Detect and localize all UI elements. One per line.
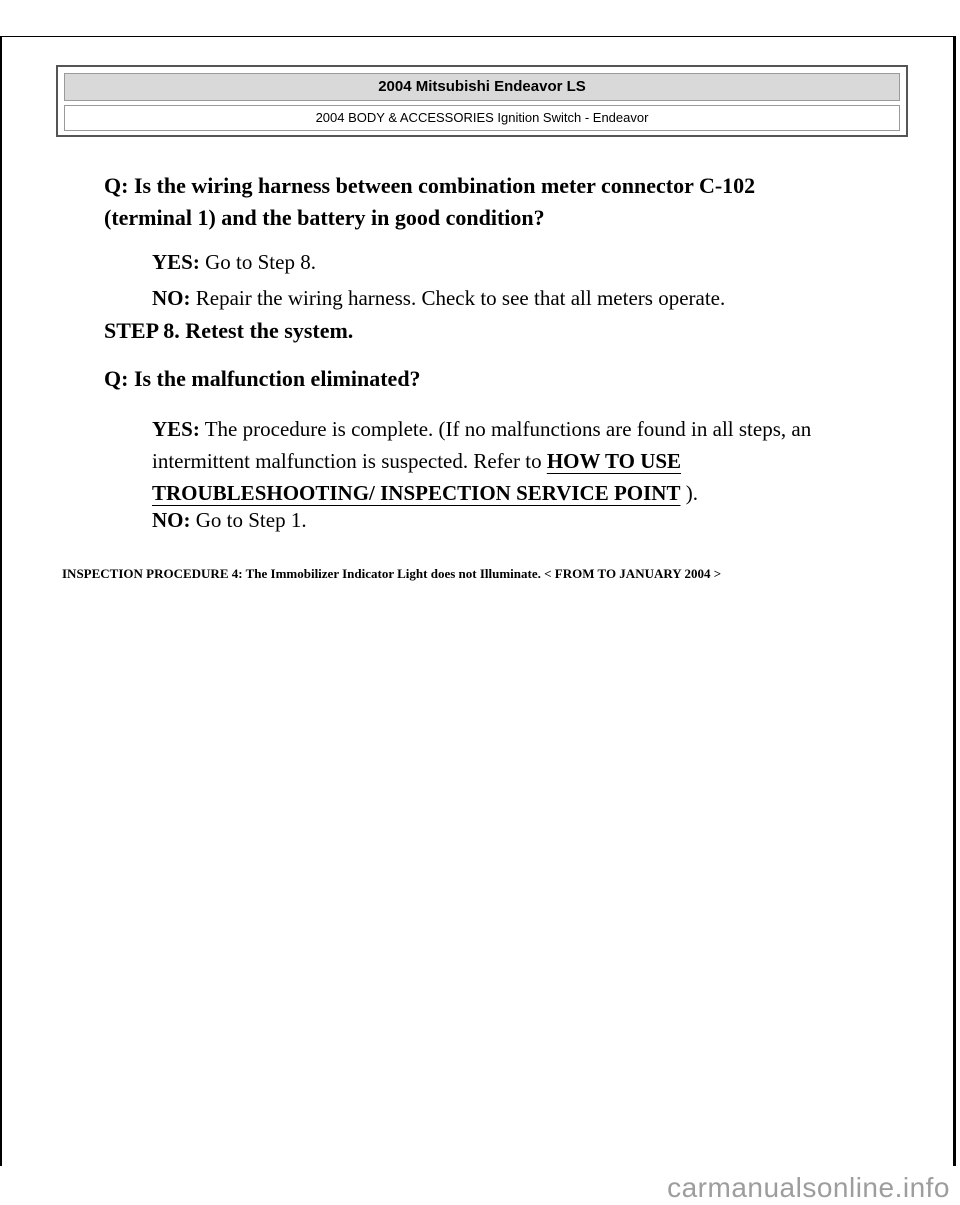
step8-no-answer (152, 504, 892, 536)
header-title: 2004 Mitsubishi Endeavor LS (64, 73, 900, 101)
step7-question-line1: Q: Is the wiring harness between combination meter connector C-102 (104, 173, 756, 198)
yes-label: YES: (152, 417, 200, 441)
how-to-use-troubleshooting-link[interactable]: HOW TO USE TROUBLESHOOTING/ INSPECTION SERVICE POINT (152, 449, 682, 505)
step8-yes-answer (152, 413, 887, 509)
step8-question: Q: Is the malfunction eliminated? (104, 366, 421, 391)
watermark: carmanualsonline.info (667, 1172, 950, 1203)
inspection-procedure-heading: INSPECTION PROCEDURE 4: The Immobilizer Indicator Light does not Illuminate. < FROM TO JANUARY 2004 > (62, 566, 722, 581)
header-subtitle: 2004 BODY & ACCESSORIES Ignition Switch - Endeavor (64, 105, 900, 131)
yes-label: YES: (152, 250, 200, 274)
step8-yes-text: The procedure is complete. (If no malfunctions are found in all steps, an intermittent malfunction is suspected. Refer to (152, 417, 812, 473)
step7-no-answer (152, 282, 892, 314)
step7-yes-answer (152, 246, 892, 278)
step8-yes-text-end: ). (680, 481, 698, 505)
no-label: NO: (152, 286, 191, 310)
no-label: NO: (152, 508, 191, 532)
step7-yes-text: Go to Step 8. (199, 250, 316, 274)
step7-question (104, 170, 755, 234)
step7-no-text: Repair the wiring harness. Check to see that all meters operate. (190, 286, 726, 310)
step8-heading: STEP 8. Retest the system. (104, 318, 354, 343)
step8-no-text: Go to Step 1. (190, 508, 307, 532)
document-header (56, 65, 908, 137)
step7-question-line2: (terminal 1) and the battery in good condition? (104, 205, 545, 230)
